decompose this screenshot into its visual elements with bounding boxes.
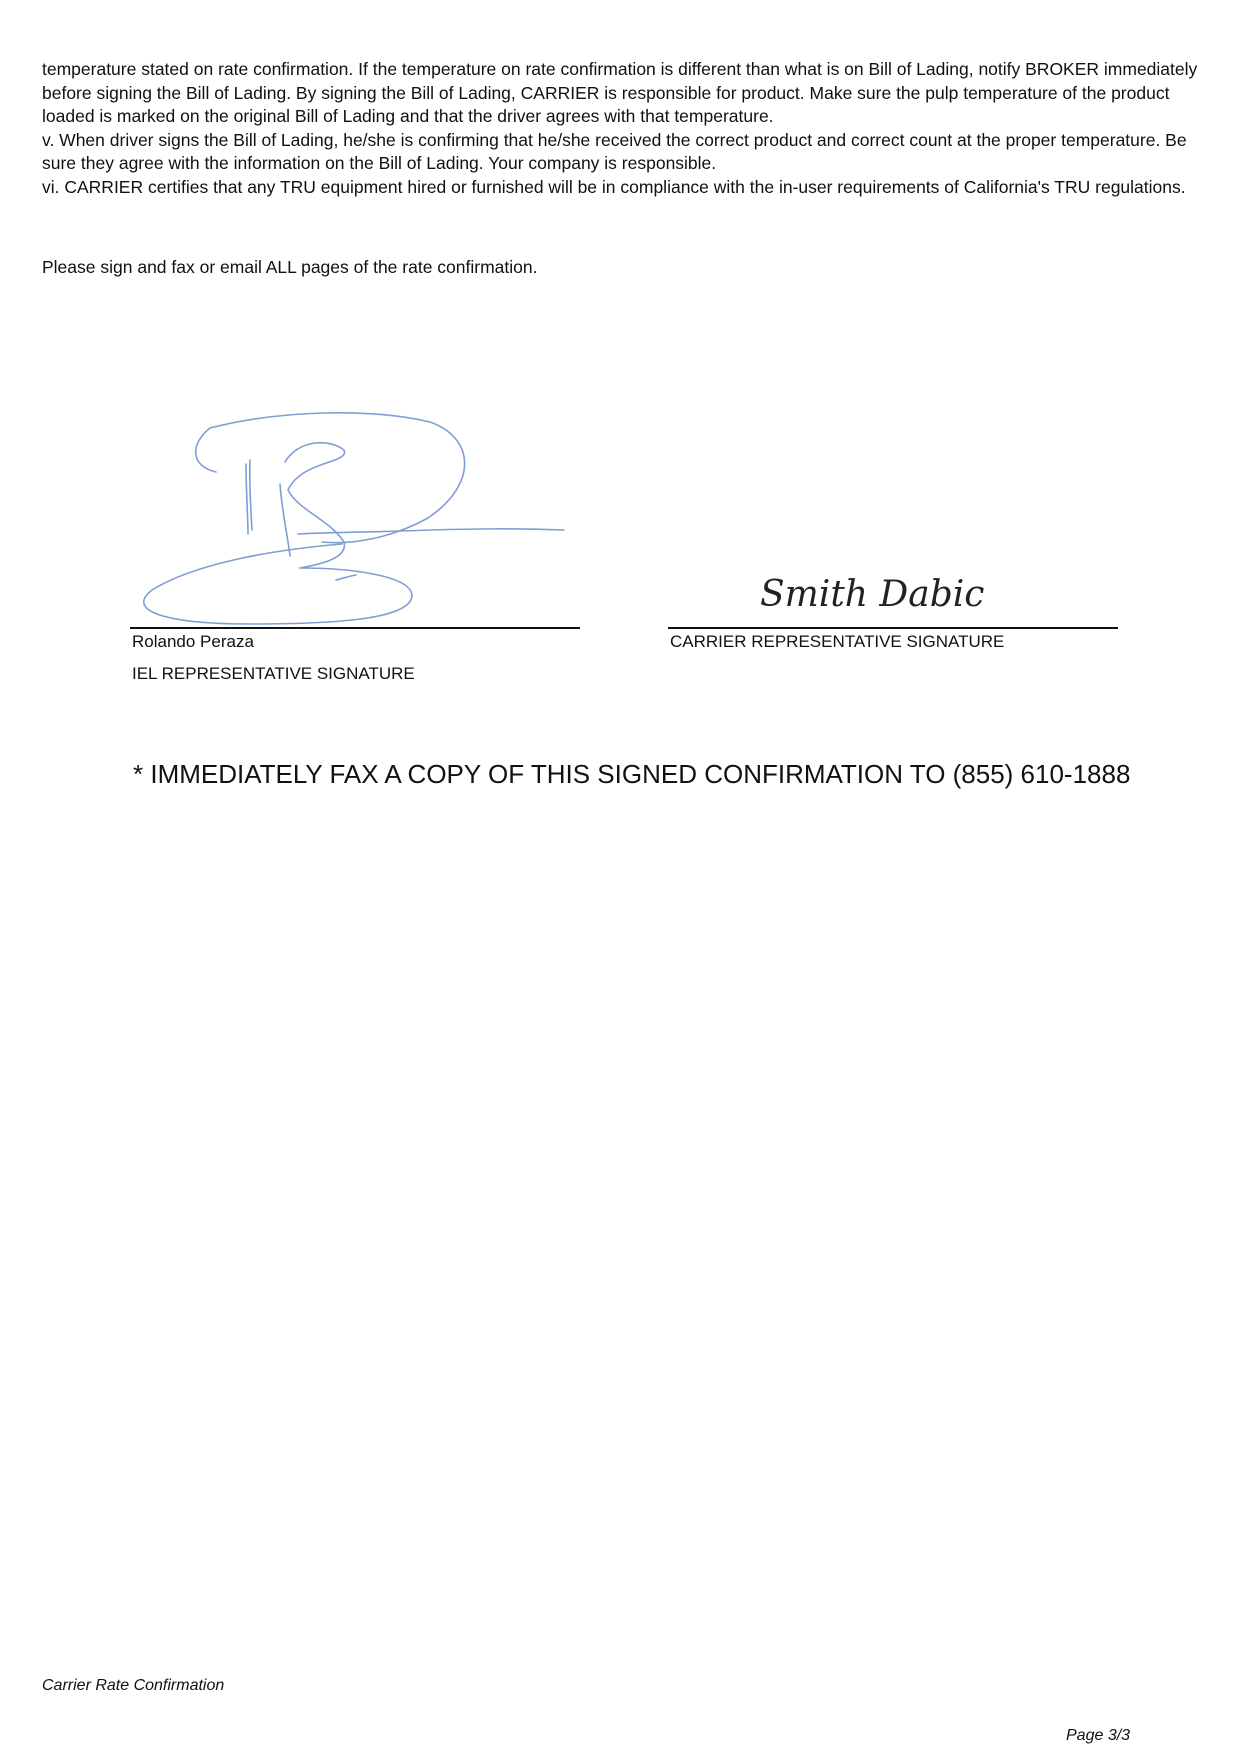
carrier-signature-script: Smith Dabic (760, 574, 985, 615)
footer-page-number: Page 3/3 (1066, 1727, 1131, 1744)
terms-text (42, 58, 1202, 199)
iel-signer-name: Rolando Peraza (132, 632, 254, 651)
terms-paragraph-bill-of-lading: v. When driver signs the Bill of Lading, he/she is confirming that he/she received the correct product and correct count at the proper temperature. Be sure they agree with the information on the Bill of Lading. Your company is responsible. (42, 129, 1187, 173)
carrier-signature-label: CARRIER REPRESENTATIVE SIGNATURE (670, 632, 1005, 651)
iel-signature-image (130, 400, 580, 628)
iel-signature-line (130, 627, 580, 629)
terms-paragraph-tru: vi. CARRIER certifies that any TRU equipment hired or furnished will be in compliance with the in-user requirements of California's TRU regulations. (42, 176, 1186, 197)
fax-notice: * IMMEDIATELY FAX A COPY OF THIS SIGNED CONFIRMATION TO (855) 610-1888 (133, 759, 1131, 789)
footer-document-title: Carrier Rate Confirmation (42, 1677, 225, 1694)
iel-signature-strokes (144, 413, 564, 624)
carrier-signature-image (668, 400, 1118, 628)
carrier-signature-line (668, 627, 1118, 629)
iel-signature-label: IEL REPRESENTATIVE SIGNATURE (132, 664, 415, 683)
terms-paragraph-temperature: temperature stated on rate confirmation. If the temperature on rate confirmation is different than what is on Bill of Lading, notify BROKER immediately before signing the Bill of Lading. By signing the Bill of Lading, CARRIER is responsible for product. Make sure the pulp temperature of the product loaded is marked on the original Bill of Lading and that the driver agrees with that temperature. (42, 59, 1198, 126)
sign-instruction: Please sign and fax or email ALL pages of the rate confirmation. (42, 257, 538, 277)
